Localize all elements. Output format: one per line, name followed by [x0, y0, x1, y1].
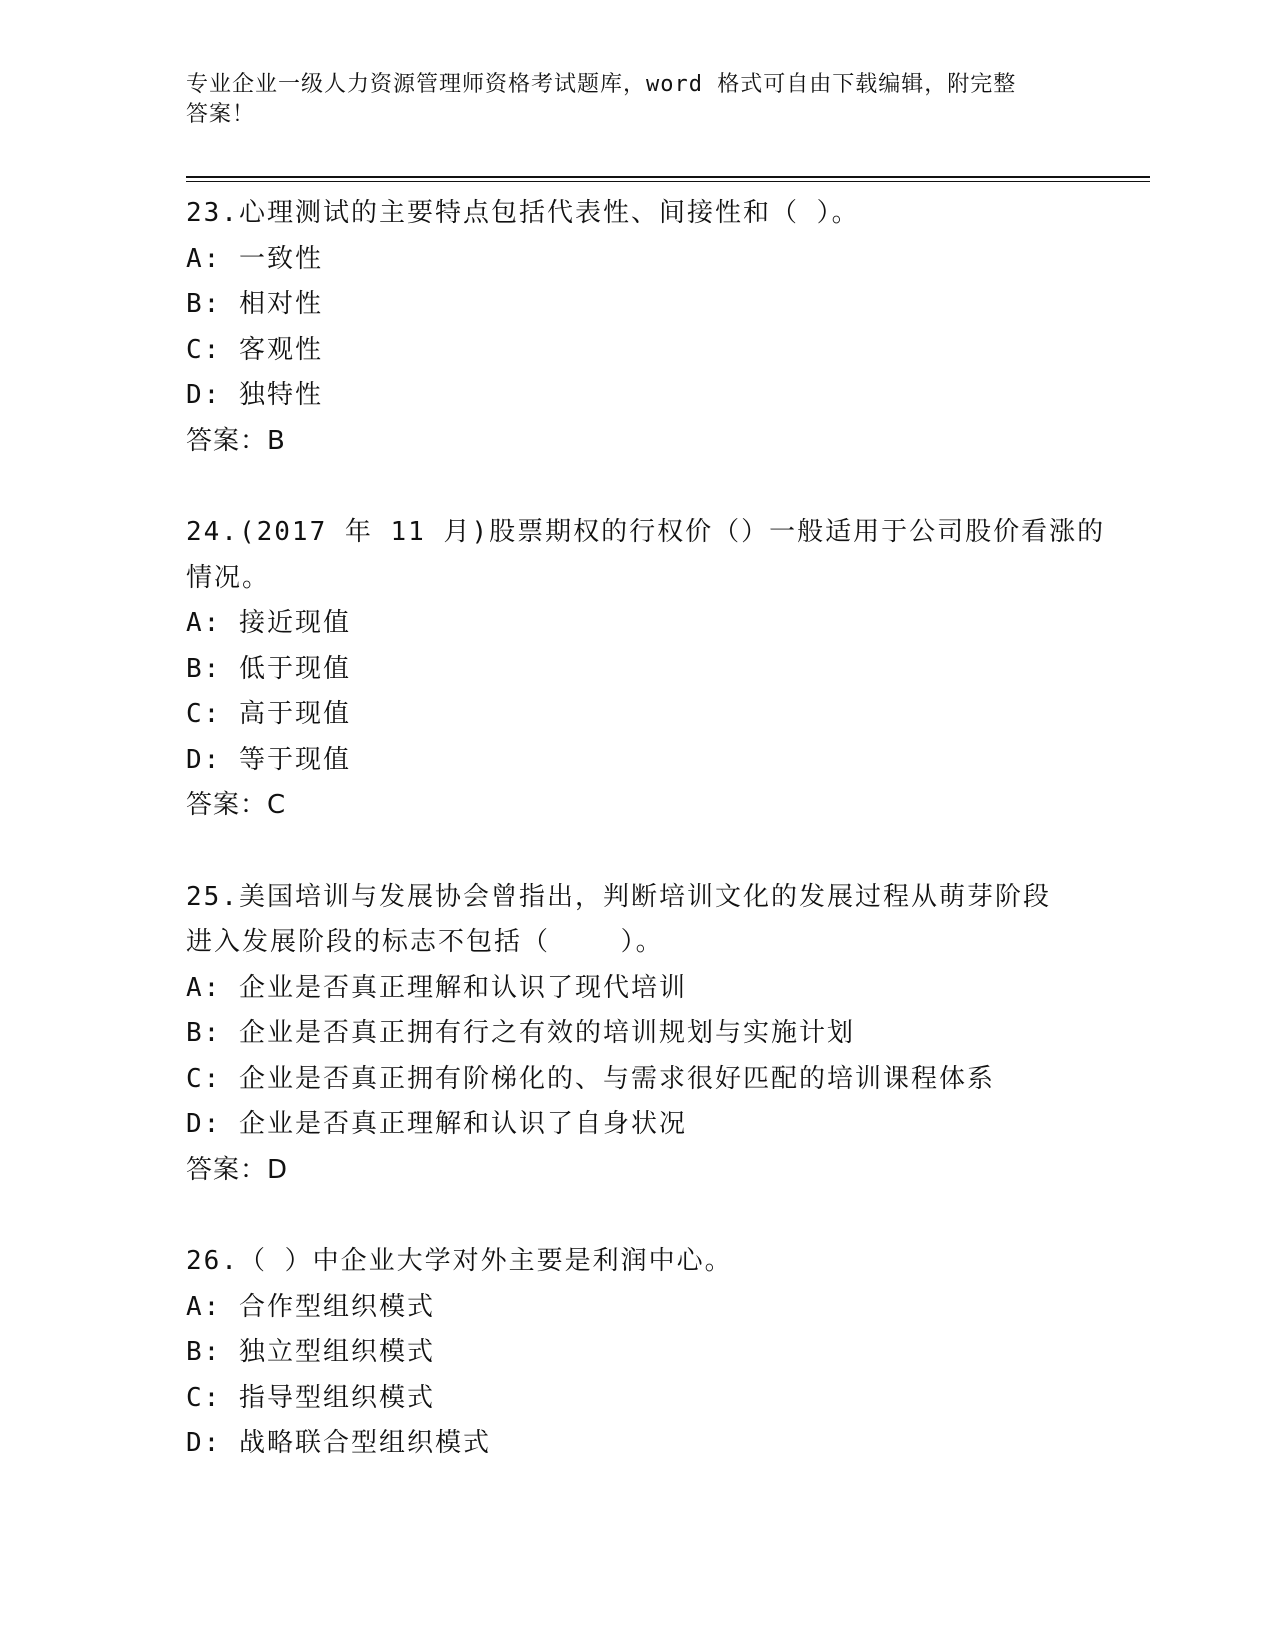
option-b: B: 企业是否真正拥有行之有效的培训规划与实施计划	[186, 1018, 855, 1048]
header-divider-thin	[186, 181, 1150, 182]
question-24	[186, 510, 1106, 829]
question-stem: 23.心理测试的主要特点包括代表性、间接性和（ ）。	[186, 198, 860, 228]
option-a: A: 一致性	[186, 243, 323, 274]
option-c: C: 高于现值	[186, 699, 351, 729]
option-a: A: 合作型组织模式	[186, 1291, 435, 1322]
option-a: A: 接近现值	[186, 608, 351, 638]
question-23	[186, 191, 1106, 464]
answer-line: 答案：C	[186, 790, 287, 820]
option-d: D: 企业是否真正理解和认识了自身状况	[186, 1109, 687, 1139]
question-26	[186, 1239, 1106, 1467]
answer-line: 答案：D	[186, 1154, 289, 1185]
question-stem: 25.美国培训与发展协会曾指出，判断培训文化的发展过程从萌芽阶段 进入发展阶段的标志不包括（ ）。	[186, 881, 1051, 957]
option-d: D: 战略联合型组织模式	[186, 1428, 491, 1458]
option-b: B: 独立型组织模式	[186, 1337, 435, 1367]
question-25	[186, 875, 1106, 1194]
option-c: C: 指导型组织模式	[186, 1382, 435, 1413]
answer-line: 答案：B	[186, 425, 286, 456]
option-b: B: 低于现值	[186, 653, 351, 684]
option-c: C: 企业是否真正拥有阶梯化的、与需求很好匹配的培训课程体系	[186, 1063, 995, 1094]
header-divider-thick	[186, 176, 1150, 178]
question-stem: 24.(2017 年 11 月)股票期权的行权价（）一般适用于公司股价看涨的 情况。	[186, 517, 1106, 593]
question-stem: 26.（ ）中企业大学对外主要是利润中心。	[186, 1246, 733, 1276]
option-d: D: 独特性	[186, 380, 323, 410]
document-header: 专业企业一级人力资源管理师资格考试题库，word 格式可自由下载编辑，附完整 答案！	[186, 72, 1017, 127]
option-c: C: 客观性	[186, 334, 323, 365]
option-d: D: 等于现值	[186, 744, 351, 775]
option-a: A: 企业是否真正理解和认识了现代培训	[186, 972, 687, 1003]
question-list	[186, 191, 1106, 1467]
option-b: B: 相对性	[186, 289, 323, 319]
